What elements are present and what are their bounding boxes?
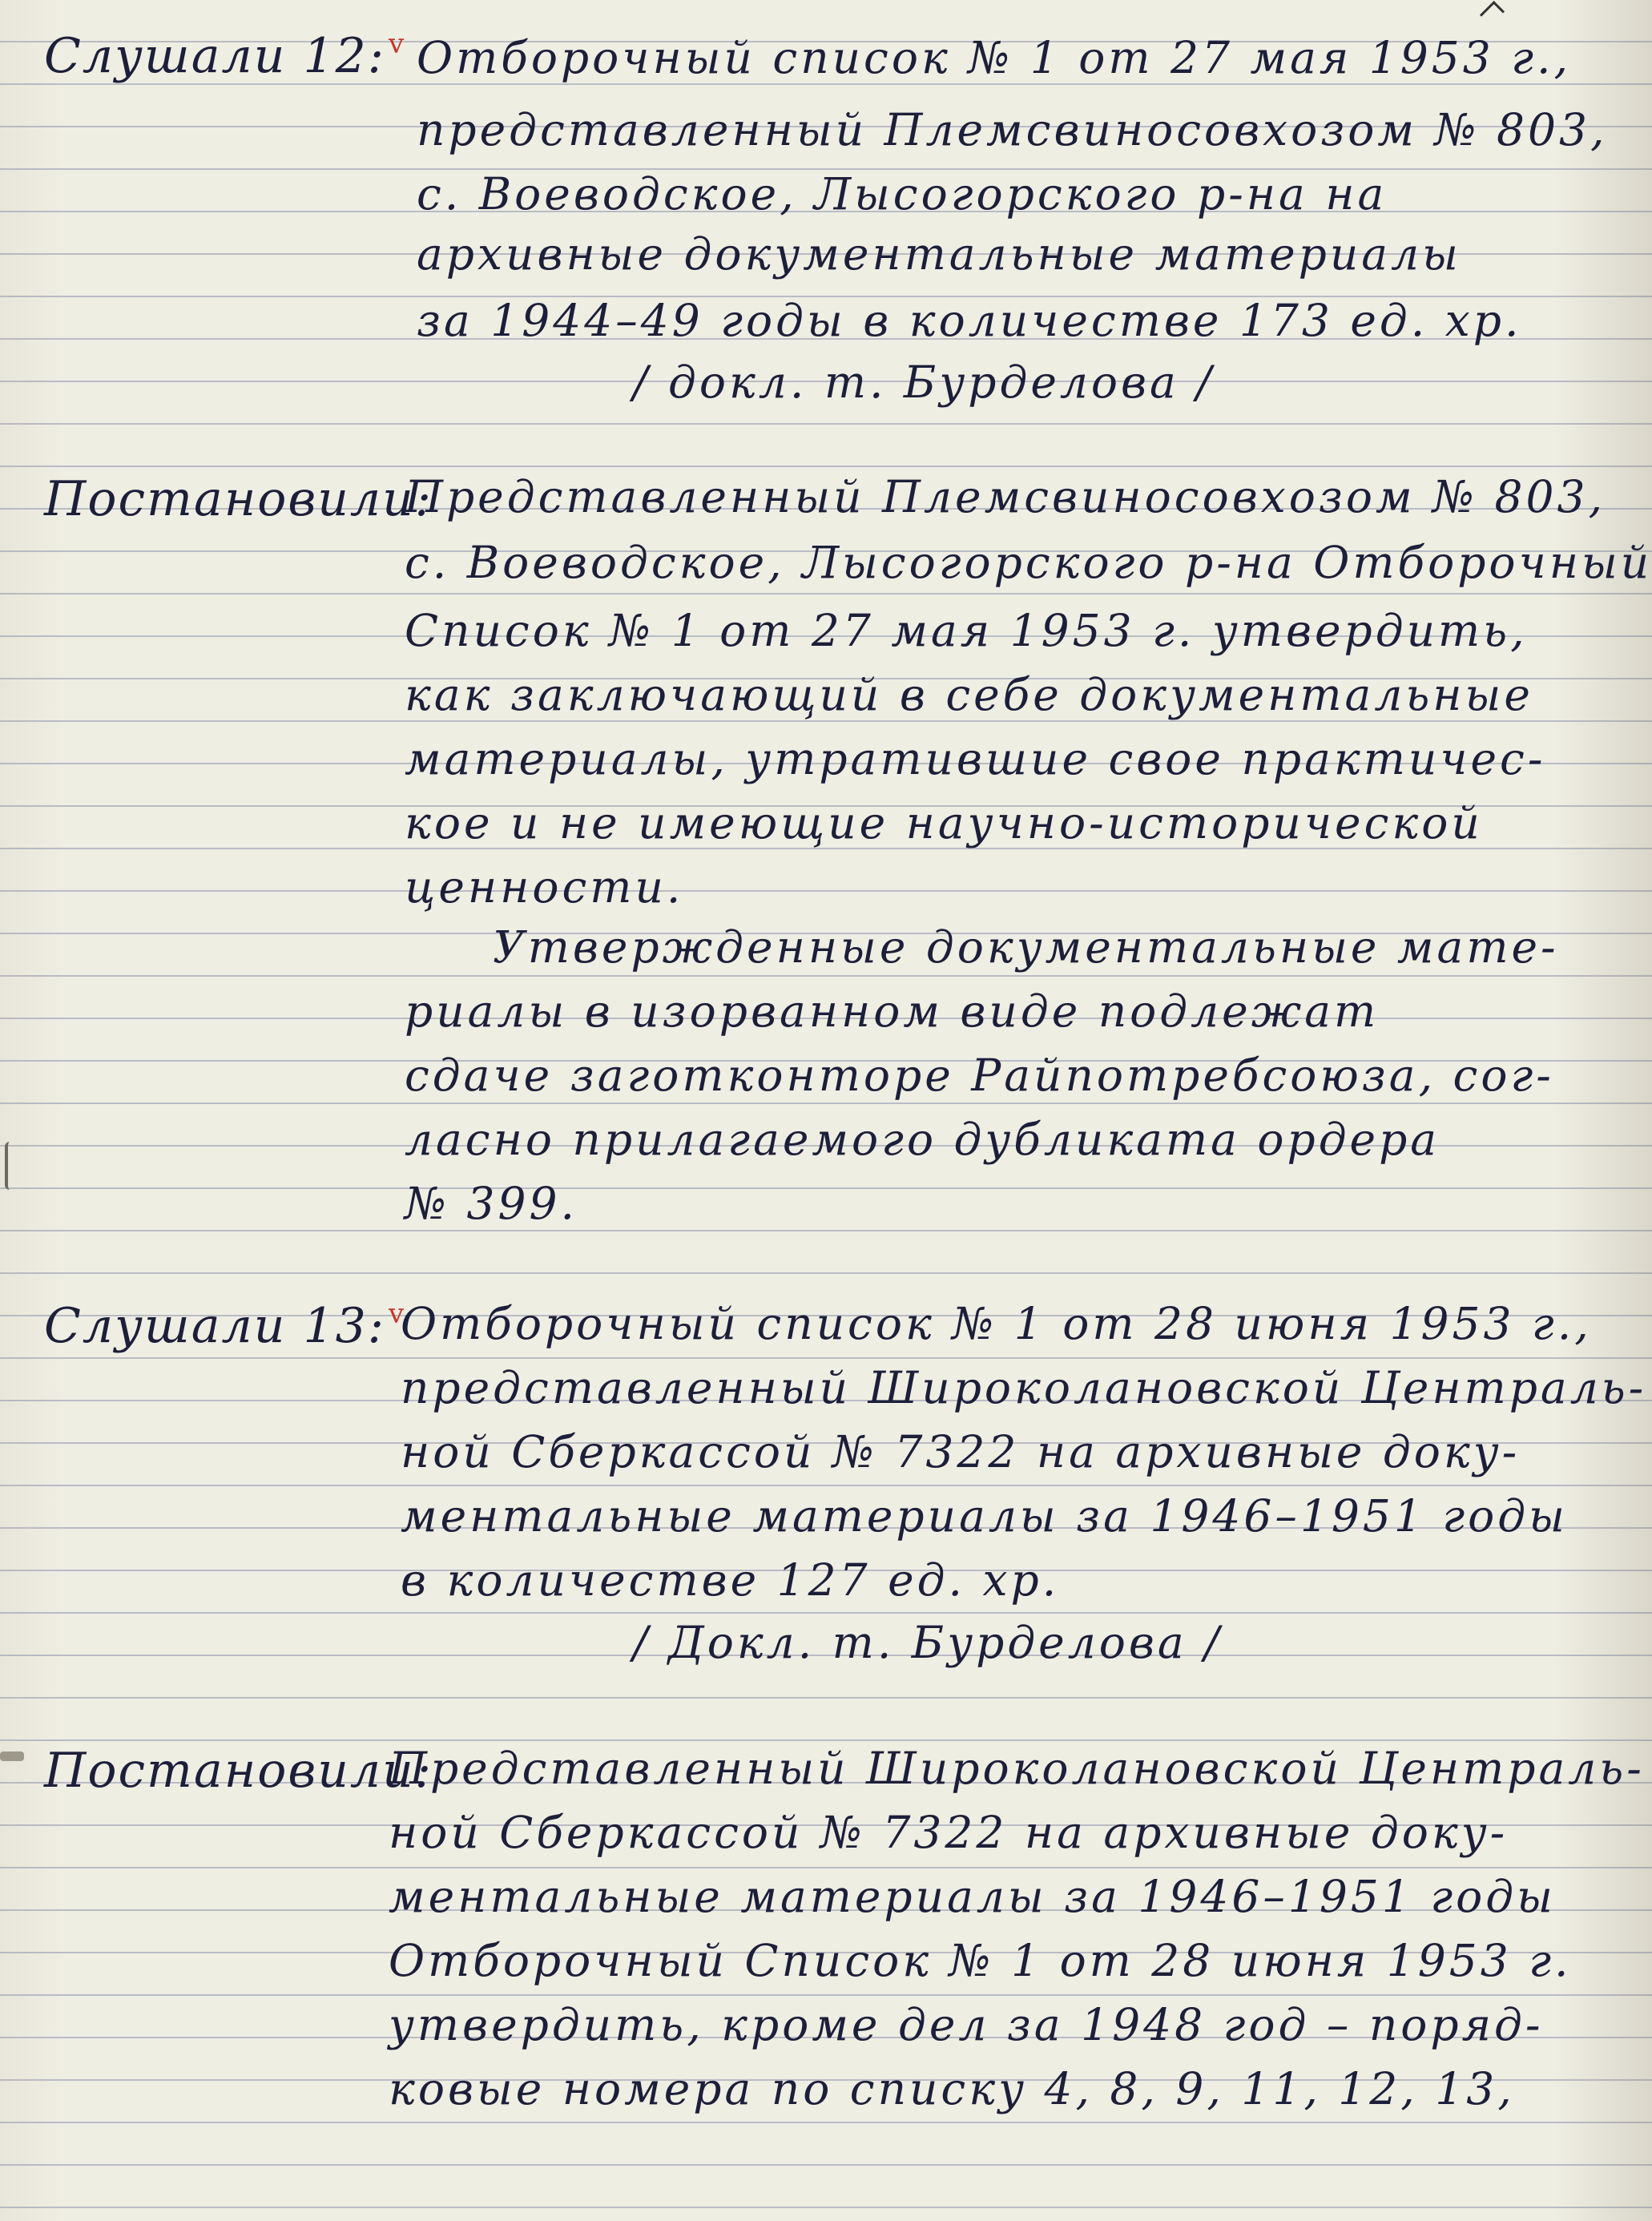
margin-bracket bbox=[5, 1142, 14, 1190]
red-checkmark: v bbox=[389, 28, 406, 60]
text-line: Отборочный Список № 1 от 28 июня 1953 г. bbox=[389, 1935, 1572, 1986]
staple-mark bbox=[0, 1751, 24, 1761]
text-line: / докл. т. Бурделова / bbox=[633, 357, 1215, 408]
text-line: Отборочный список № 1 от 27 мая 1953 г., bbox=[417, 32, 1572, 83]
text-line: утвердить, кроме дел за 1948 год – поряд- bbox=[389, 1999, 1544, 2050]
heard-label-13: Слушали 13: $^v$ bbox=[44, 1298, 406, 1354]
text-line: представленный Племсвиносовхозом № 803, bbox=[417, 104, 1608, 155]
text-line: ной Сберкассой № 7322 на архивные доку- bbox=[389, 1807, 1509, 1858]
text-line: риалы в изорванном виде подлежат bbox=[405, 986, 1380, 1037]
text-line: с. Воеводское, Лысогорского р-на на bbox=[417, 168, 1388, 220]
resolved-label: Постановили: bbox=[44, 471, 433, 527]
text-line: сдаче заготконторе Райпотребсоюза, сог- bbox=[405, 1050, 1554, 1101]
text-line: ментальные материалы за 1946–1951 годы bbox=[401, 1490, 1568, 1542]
text-line: Представленный Широколановской Централь- bbox=[389, 1743, 1645, 1794]
red-checkmark: v bbox=[389, 1298, 406, 1330]
text-line: ковые номера по списку 4, 8, 9, 11, 12, 13, bbox=[389, 2063, 1515, 2114]
corner-mark bbox=[1480, 1, 1505, 26]
text-line: ментальные материалы за 1946–1951 годы bbox=[389, 1871, 1556, 1922]
text-line: Утвержденные документальные мате- bbox=[493, 921, 1559, 973]
text-line: представленный Широколановской Централь- bbox=[401, 1362, 1647, 1413]
text-line: с. Воеводское, Лысогорского р-на Отборочный bbox=[405, 537, 1652, 588]
text-line: кое и не имеющие научно-исторической bbox=[405, 797, 1483, 848]
text-line: в количестве 127 ед. хр. bbox=[401, 1554, 1060, 1606]
text-line: ласно прилагаемого дубликата ордера bbox=[405, 1114, 1440, 1165]
text-line: № 399. bbox=[405, 1178, 578, 1229]
text-line: ной Сберкассой № 7322 на архивные доку- bbox=[401, 1426, 1521, 1477]
text-line: за 1944–49 годы в количестве 173 ед. хр. bbox=[417, 295, 1522, 346]
text-line: ценности. bbox=[405, 861, 684, 913]
resolved-label: Постановили: bbox=[44, 1743, 433, 1799]
text-line: / Докл. т. Бурделова / bbox=[633, 1617, 1223, 1668]
heard-label-12: Слушали 12: $^v$ bbox=[44, 28, 406, 84]
text-line: архивные документальные материалы bbox=[417, 228, 1461, 280]
text-line: материалы, утратившие свое практичес- bbox=[405, 733, 1546, 784]
text-line: Отборочный список № 1 от 28 июня 1953 г., bbox=[401, 1298, 1592, 1349]
text-line: как заключающий в себе документальные bbox=[405, 669, 1533, 720]
text-line: Список № 1 от 27 мая 1953 г. утвердить, bbox=[405, 605, 1528, 656]
text-line: Представленный Племсвиносовхозом № 803, bbox=[405, 471, 1606, 522]
